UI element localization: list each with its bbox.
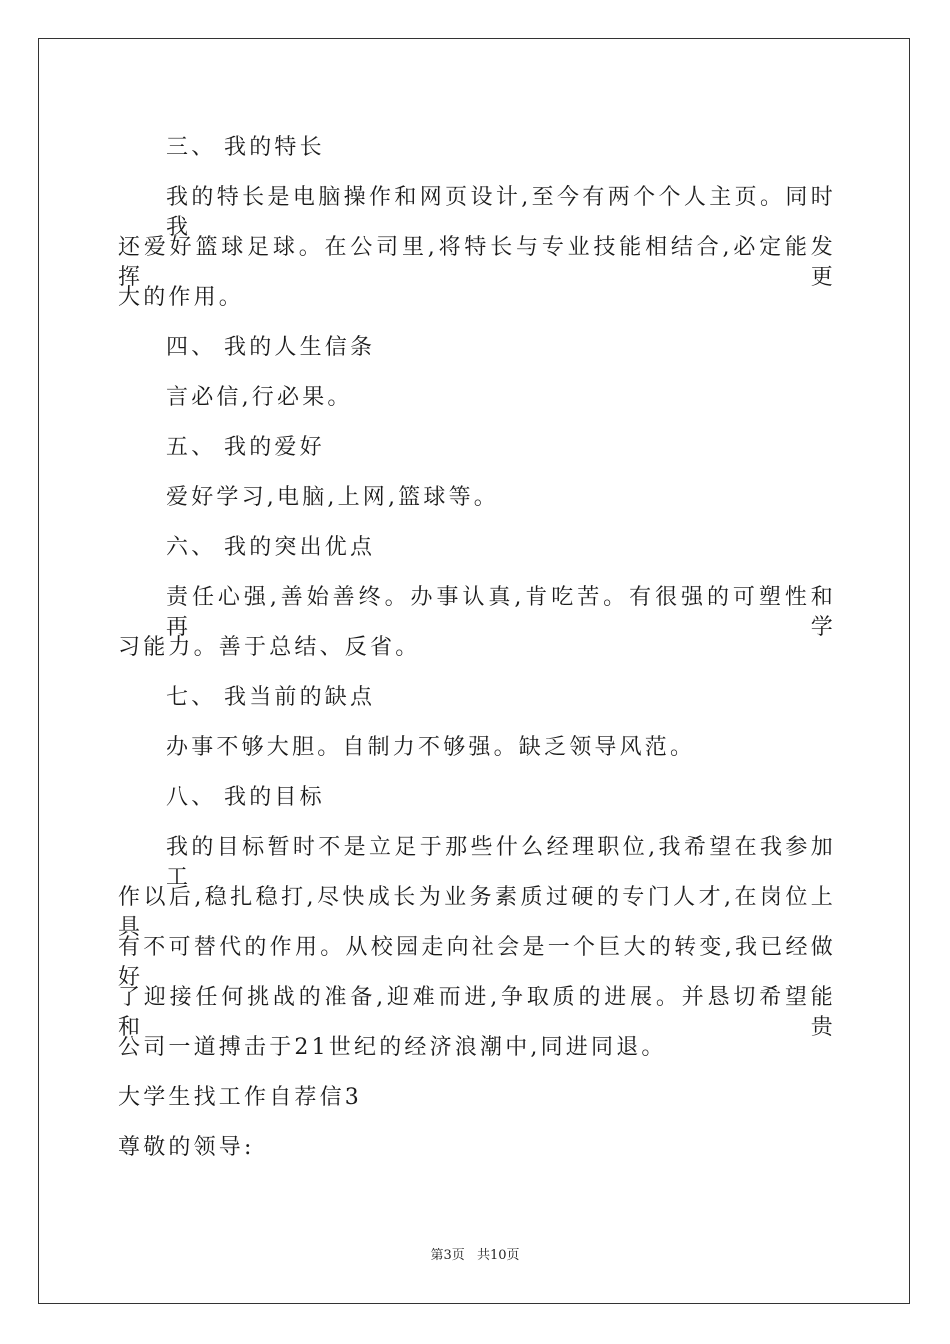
section-number: 四、 bbox=[166, 335, 217, 360]
section-number: 五、 bbox=[166, 435, 217, 460]
section-number: 三、 bbox=[166, 135, 217, 160]
section-8-body-line-1: 我的目标暂时不是立足于那些什么经理职位,我希望在我参加工 bbox=[166, 835, 836, 890]
section-6-body-line-1: 责任心强,善始善终。办事认真,肯吃苦。有很强的可塑性和再学 bbox=[166, 585, 836, 640]
section-8-body-line-5: 公司一道搏击于21世纪的经济浪潮中,同进同退。 bbox=[118, 1035, 667, 1060]
section-5-heading bbox=[166, 433, 886, 463]
section-7-heading bbox=[166, 683, 886, 713]
section-7-body: 办事不够大胆。自制力不够强。缺乏领导风范。 bbox=[166, 735, 696, 760]
section-number: 六、 bbox=[166, 535, 217, 560]
section-8-body-line-3: 有不可替代的作用。从校园走向社会是一个巨大的转变,我已经做好 bbox=[118, 935, 836, 990]
page-number: 第3页 bbox=[430, 1248, 465, 1263]
section-3-body-line-1: 我的特长是电脑操作和网页设计,至今有两个个人主页。同时我 bbox=[166, 185, 836, 240]
section-title: 我当前的缺点 bbox=[224, 685, 376, 710]
page-footer bbox=[0, 1244, 950, 1263]
section-5-body: 爱好学习,电脑,上网,篮球等。 bbox=[166, 485, 499, 510]
section-number: 七、 bbox=[166, 685, 217, 710]
section-4-heading bbox=[166, 333, 886, 363]
section-8-body-line-4: 了迎接任何挑战的准备,迎难而进,争取质的进展。并恳切希望能和贵 bbox=[118, 985, 836, 1040]
section-4-body: 言必信,行必果。 bbox=[166, 385, 353, 410]
section-title: 我的突出优点 bbox=[224, 535, 376, 560]
section-3-body-line-2: 还爱好篮球足球。在公司里,将特长与专业技能相结合,必定能发挥更 bbox=[118, 235, 836, 290]
section-title: 我的目标 bbox=[224, 785, 325, 810]
section-3-heading bbox=[166, 133, 886, 163]
section-6-heading bbox=[166, 533, 886, 563]
section-3-body-line-3: 大的作用。 bbox=[118, 285, 245, 310]
section-8-heading bbox=[166, 783, 886, 813]
section-title: 我的特长 bbox=[224, 135, 325, 160]
section-6-body-line-2: 习能力。善于总结、反省。 bbox=[118, 635, 421, 660]
page-total: 共10页 bbox=[476, 1248, 520, 1263]
letter-salutation: 尊敬的领导: bbox=[118, 1135, 255, 1160]
letter-title: 大学生找工作自荐信3 bbox=[118, 1085, 362, 1110]
section-number: 八、 bbox=[166, 785, 217, 810]
section-8-body-line-2: 作以后,稳扎稳打,尽快成长为业务素质过硬的专门人才,在岗位上具 bbox=[118, 885, 836, 940]
section-title: 我的人生信条 bbox=[224, 335, 376, 360]
section-title: 我的爱好 bbox=[224, 435, 325, 460]
